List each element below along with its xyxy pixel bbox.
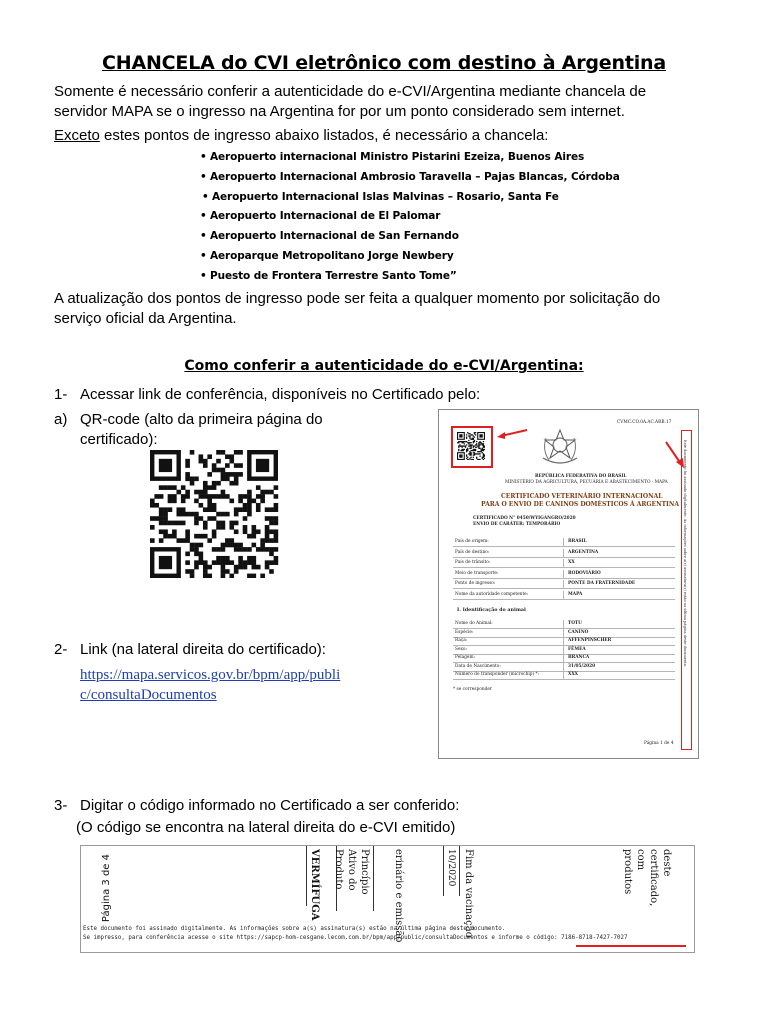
coat-of-arms-icon (539, 428, 581, 468)
divider (373, 846, 374, 911)
table-divider (563, 580, 564, 589)
strip-note-line-1: Este documento foi assinado digitalmente. As informações sobre a(s) assinatura(s) estão na última página deste documento. (83, 926, 506, 932)
step-a (54, 410, 354, 450)
step-text: QR-code (alto da primeira página do (80, 411, 323, 428)
table-row (453, 538, 675, 547)
link-line-1[interactable]: https://mapa.servicos.gov.br/bpm/app/publi (80, 667, 341, 683)
table-divider (563, 671, 564, 680)
divider (306, 846, 307, 906)
list-item: • Aeropuerto Internacional Islas Malvinas – Rosario, Santa Fe (202, 190, 559, 203)
table-cell-value: CANINO (568, 629, 589, 635)
update-line-2: serviço oficial da Argentina. (54, 310, 237, 327)
exceto-paragraph (54, 126, 714, 146)
code-underline (576, 945, 686, 947)
strip-page-number: Página 3 de 4 (101, 854, 112, 923)
table-row (453, 559, 675, 568)
table-cell-value: TOTU (568, 621, 582, 626)
step-text: Digitar o código informado no Certificado a ser conferido: (80, 797, 460, 814)
verification-code: 7186-8718-7427-7027 (561, 935, 628, 941)
table-cell-label: Meio de transporte: (455, 570, 499, 576)
table-cell-value: AFFENPINSCHER (568, 638, 612, 643)
step-number: a) (54, 411, 68, 428)
page-title: CHANCELA do CVI eletrônico com destino à Argentina (102, 52, 666, 74)
list-item: • Aeroparque Metropolitano Jorge Newbery (200, 249, 454, 262)
update-paragraph (54, 289, 714, 329)
table-cell-label: País de trânsito: (455, 560, 491, 565)
update-line-1: A atualização dos pontos de ingresso pode ser feita a qualquer momento por solicitação do (54, 290, 661, 307)
table-cell-value: XX (568, 560, 575, 565)
section-subtitle: Como conferir a autenticidade do e-CVI/Argentina: (184, 358, 584, 374)
divider (459, 846, 460, 896)
table-cell-label: País de destino: (455, 549, 490, 555)
list-item: • Aeropuerto Internacional de El Palomar (200, 210, 441, 223)
certificate-heading-2: PARA O ENVIO DE CANINOS DOMÉSTICOS À ARGENTINA (481, 501, 679, 508)
link-line-2[interactable]: c/consultaDocumentos (80, 687, 217, 703)
exceto-rest: estes pontos de ingresso abaixo listados, é necessário a chancela: (99, 127, 549, 144)
intro-line-2: servidor MAPA se o ingresso na Argentina for por um ponto considerado sem internet. (54, 103, 625, 120)
certificate-republica: REPÚBLICA FEDERATIVA DO BRASIL (535, 474, 627, 479)
certificate-side-strip (80, 845, 695, 953)
list-item: • Aeropuerto Internacional de San Fernando (200, 230, 459, 243)
bullet-icon: • (200, 269, 207, 282)
table-cell-value: BRASIL (568, 539, 587, 544)
table-cell-value: 31/05/2020 (568, 663, 596, 669)
table-cell-value: ARGENTINA (568, 549, 599, 555)
table-cell-label: Ponto de ingresso: (455, 581, 496, 586)
table-cell-label: Sexo: (455, 646, 467, 652)
table-row (453, 591, 675, 600)
step-number: 3- (54, 797, 68, 814)
qr-code-icon[interactable] (150, 450, 281, 578)
intro-line-1: Somente é necessário conferir a autenticidade do e-CVI/Argentina mediante chancela de (54, 83, 647, 100)
step-number: 2- (54, 641, 68, 658)
step-2 (54, 640, 394, 660)
step-text: (O código se encontra na lateral direita do e-CVI emitido) (76, 819, 456, 836)
intro-paragraph (54, 82, 714, 122)
table-divider (563, 570, 564, 579)
certificate-page-number: Página 1 de 4 (644, 741, 674, 746)
certificate-footnote: * se corresponder (453, 687, 492, 692)
strip-column-5: Fim da vacinação (463, 849, 474, 938)
list-item: • Aeropuerto internacional Ministro Pistarini Ezeiza, Buenos Aires (200, 151, 585, 163)
bullet-icon: • (200, 170, 207, 183)
verification-link[interactable] (80, 665, 380, 705)
certificate-code: CVMC.CO.0A.AC.ARB.17 (617, 420, 672, 425)
step-3 (54, 796, 714, 838)
table-cell-label: Número do transponder (microchip) *: (455, 672, 540, 677)
arrow-left-icon (495, 424, 529, 440)
table-cell-value: XXX (568, 672, 579, 677)
table-divider (563, 549, 564, 558)
table-cell-label: Nome da autoridade competente: (455, 591, 529, 597)
bullet-icon: • (200, 210, 207, 223)
certificate-heading-1: CERTIFICADO VETERINÁRIO INTERNACIONAL (501, 493, 663, 500)
table-row (453, 570, 675, 579)
table-cell-label: Raça: (455, 638, 468, 643)
bullet-icon: • (202, 190, 209, 203)
table-divider (563, 591, 564, 600)
strip-note-line-2: Se impresso, para conferência acesse o site https://sapcp-hom-cesgane.lecom.com.br/bpm/app/public/consultaDocumentos e informe o código: 7186-8718-7427-7027 (83, 935, 628, 941)
table-cell-value: PONTE DA FRATERNIDADE (568, 581, 636, 586)
bullet-icon: • (200, 249, 207, 262)
table-row (453, 671, 675, 680)
certificate-envio: ENVIO DE CARÁTER: TEMPORÁRIO (473, 522, 561, 527)
qr-highlight-box (451, 426, 493, 468)
table-cell-label: Nome do Animal: (455, 621, 493, 626)
certificate-ministerio: MINISTÉRIO DA AGRICULTURA, PECUÁRIA E ABASTECIMENTO - MAPA (505, 480, 668, 485)
step-text: Acessar link de conferência, disponíveis no Certificado pelo: (80, 386, 481, 403)
table-cell-value: FÊMEA (568, 646, 586, 652)
table-cell-label: Pelagem: (455, 655, 475, 660)
table-cell-label: País de origem: (455, 539, 489, 544)
bullet-icon: • (200, 151, 207, 163)
strip-column-3: erinário e emissão (393, 849, 404, 943)
divider (443, 846, 444, 896)
table-cell-label: Espécie: (455, 629, 474, 635)
certificate-preview (438, 409, 699, 759)
table-row (453, 580, 675, 589)
strip-column-2: Princípio Ativo do Produto (333, 849, 370, 895)
strip-column-1: VERMÍFUGA (309, 849, 320, 921)
certificate-side-text: Este documento foi assinado digitalmente. As informações sobre a(s) assinatura(s) estão na última página deste documento. (683, 440, 687, 667)
exceto-word: Exceto (54, 127, 100, 144)
entry-points-list (200, 150, 720, 289)
list-item: • Puesto de Frontera Terrestre Santo Tome” (200, 269, 457, 282)
table-cell-label: Data de Nascimento: (455, 663, 501, 669)
strip-column-4: 10/2020 (446, 849, 456, 887)
table-cell-value: RODOVIÁRIO (568, 570, 601, 576)
table-divider (563, 559, 564, 568)
step-text: Link (na lateral direita do certificado): (80, 641, 326, 658)
strip-column-6: deste certificado, com produtos (622, 849, 672, 907)
table-divider (563, 538, 564, 547)
certificate-number: CERTIFICADO N° 0450/WYIGANGRO/2020 (473, 516, 576, 521)
list-item: • Aeropuerto Internacional Ambrosio Taravella – Pajas Blancas, Córdoba (200, 170, 620, 183)
table-cell-value: MAPA (568, 591, 583, 597)
certificate-section: I. Identificação do animal (457, 607, 526, 613)
table-row (453, 549, 675, 558)
step-number: 1- (54, 386, 68, 403)
step-text: certificado): (80, 431, 158, 448)
bullet-icon: • (200, 230, 207, 243)
table-cell-value: BRANCA (568, 655, 590, 660)
step-1 (54, 385, 714, 405)
